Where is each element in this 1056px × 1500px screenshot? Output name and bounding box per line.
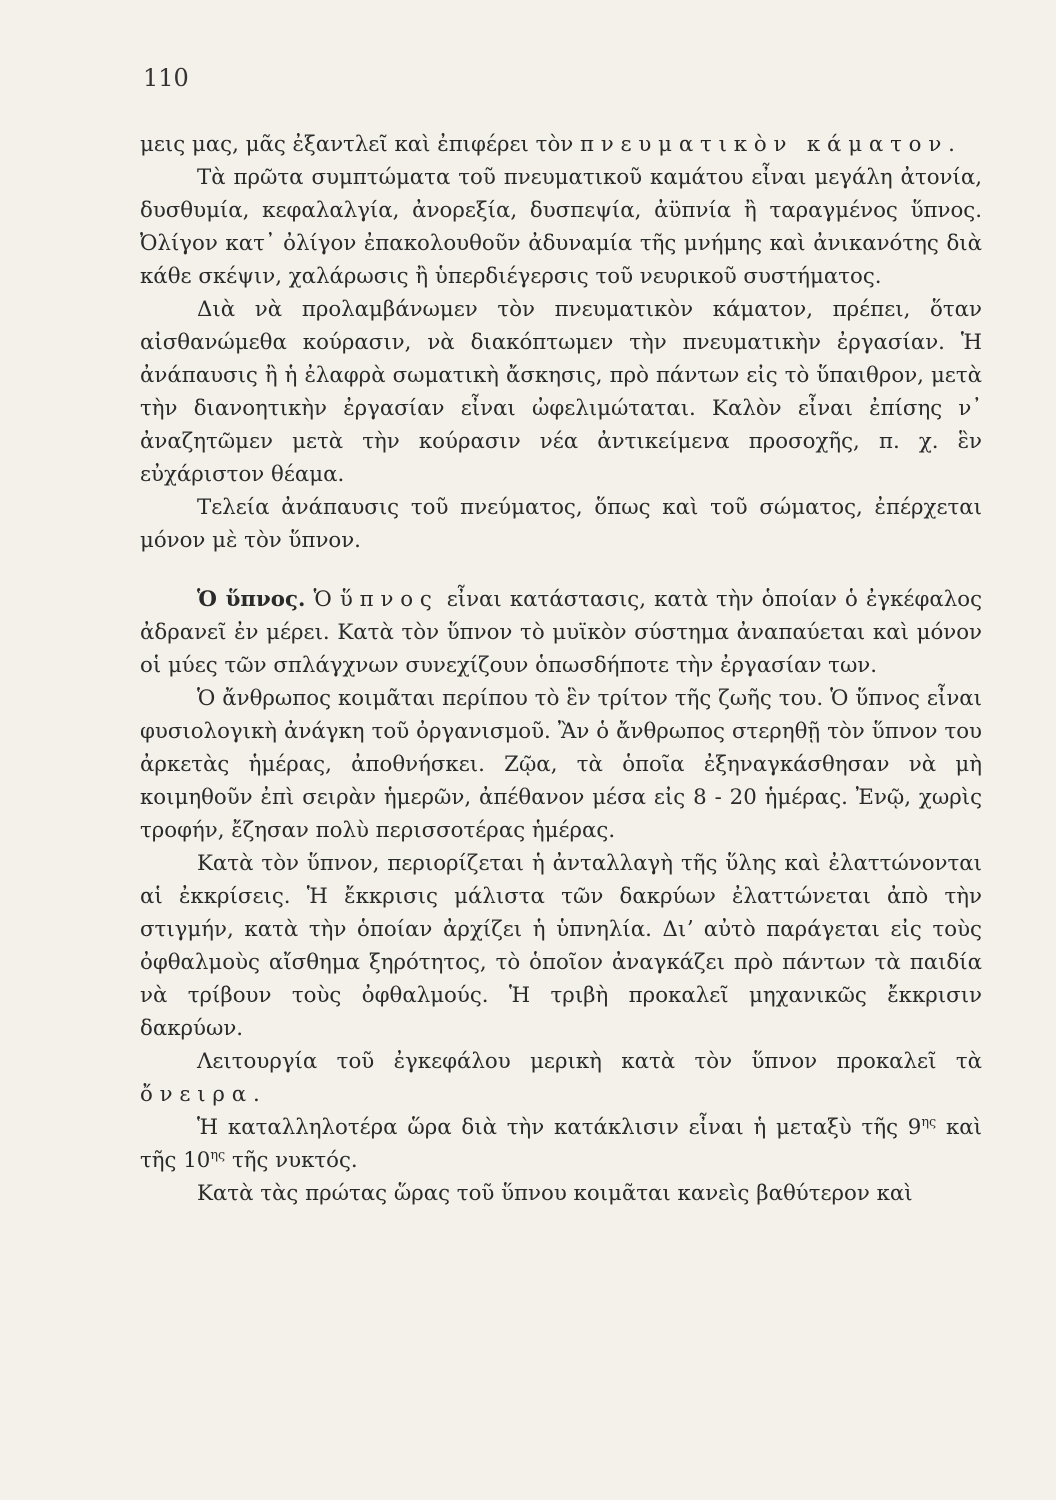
emphasis-spaced: πνευματικὸν κάματον.	[579, 132, 962, 157]
paragraph-10: Κατὰ τὰς πρώτας ὥρας τοῦ ὕπνου κοιμᾶται κανεὶς βαθύτερον καὶ	[197, 1181, 913, 1206]
paragraph-1: μεις μας, μᾶς ἐξαντλεῖ καὶ ἐπιφέρει τὸν πνευματικὸν κάματον.	[140, 132, 962, 157]
paragraph-4: Τελεία ἀνάπαυσις τοῦ πνεύματος, ὅπως καὶ τοῦ σώματος, ἐπέρχεται μόνον μὲ τὸν ὕπνον.	[140, 495, 982, 553]
paragraph-3: Διὰ νὰ προλαμβάνωμεν τὸν πνευματικὸν κάματον, πρέπει, ὅταν αἰσθανώμεθα κούρασιν, νὰ διακόπτωμεν τὴν πνευματικὴν ἐργασίαν. Ἡ ἀνάπαυσις ἢ ἡ ἐλαφρὰ σωματικὴ ἄσκησις, πρὸ πάντων εἰς τὸ ὕπαιθρον, μετὰ τὴν διανοητικὴν ἐργασίαν εἶναι ὠφελιμώταται. Καλὸν εἶναι ἐπίσης ν᾽ ἀναζητῶμεν μετὰ τὴν κούρασιν νέα ἀντικείμενα προσοχῆς, π. χ. ἓν εὐχάριστον θέαμα.	[140, 297, 982, 487]
paragraph-6: Ὁ ἄνθρωπος κοιμᾶται περίπου τὸ ἓν τρίτον τῆς ζωῆς του. Ὁ ὕπνος εἶναι φυσιολογικὴ ἀνάγκη τοῦ ὀργανισμοῦ. Ἂν ὁ ἄνθρωπος στερηθῇ τὸν ὕπνον του ἀρκετὰς ἡμέρας, ἀποθνήσκει. Ζῷα, τὰ ὁποῖα ἐξηναγκάσθησαν νὰ μὴ κοιμηθοῦν ἐπὶ σειρὰν ἡμερῶν, ἀπέθανον μέσα εἰς 8 - 20 ἡμέρας. Ἐνῷ, χωρὶς τροφήν, ἔζησαν πολὺ περισσοτέρας ἡμέρας.	[140, 686, 982, 843]
page-body	[140, 128, 982, 1210]
paragraph-9: Ἡ καταλληλοτέρα ὥρα διὰ τὴν κατάκλισιν εἶναι ἡ μεταξὺ τῆς $9^{\eta\varsigma}$ καὶ τῆς $10^{\eta\varsigma}$ τῆς νυκτός.	[140, 1114, 982, 1173]
paragraph-2: Τὰ πρῶτα συμπτώματα τοῦ πνευματικοῦ καμάτου εἶναι μεγάλη ἀτονία, δυσθυμία, κεφαλαλγία, ἀνορεξία, δυσπεψία, ἀϋπνία ἢ ταραγμένος ὕπνος. Ὀλίγον κατ᾽ ὀλίγον ἐπακολουθοῦν ἀδυναμία τῆς μνήμης καὶ ἀνικανότης διὰ κάθε σκέψιν, χαλάρωσις ἢ ὑπερδιέγερσις τοῦ νευρικοῦ συστήματος.	[140, 165, 982, 289]
emphasis-spaced: ὕπνος	[339, 587, 439, 612]
paragraph-5: Ὁ ὕπνος. Ὁ ὕπνος εἶναι κατάστασις, κατὰ τὴν ὁποίαν ὁ ἐγκέφαλος ἀδρανεῖ ἐν μέρει. Κατὰ τὸν ὕπνον τὸ μυϊκὸν σύστημα ἀναπαύεται καὶ μόνον οἱ μύες τῶν σπλάγχνων συνεχίζουν ὁπωσδήποτε τὴν ἐργασίαν των.	[140, 587, 983, 678]
paragraph-8: Λειτουργία τοῦ ἐγκεφάλου μερικὴ κατὰ τὸν ὕπνον προκαλεῖ τὰ ὄνειρα.	[140, 1049, 982, 1107]
page-number: 110	[143, 64, 189, 92]
paragraph-7: Κατὰ τὸν ὕπνον, περιορίζεται ἡ ἀνταλλαγὴ τῆς ὕλης καὶ ἐλαττώνονται αἱ ἐκκρίσεις. Ἡ ἔκκρισις μάλιστα τῶν δακρύων ἐλαττώνεται ἀπὸ τὴν στιγμήν, κατὰ τὴν ὁποίαν ἀρχίζει ἡ ὑπνηλία. Διʼ αὐτὸ παράγεται εἰς τοὺς ὀφθαλμοὺς αἴσθημα ξηρότητος, τὸ ὁποῖον ἀναγκάζει πρὸ πάντων τὰ παιδία νὰ τρίβουν τοὺς ὀφθαλμούς. Ἡ τριβὴ προκαλεῖ μηχανικῶς ἔκκρισιν δακρύων.	[140, 851, 982, 1041]
section-heading: Ὁ ὕπνος.	[197, 587, 306, 612]
emphasis-spaced: ὄνειρα.	[140, 1082, 267, 1107]
